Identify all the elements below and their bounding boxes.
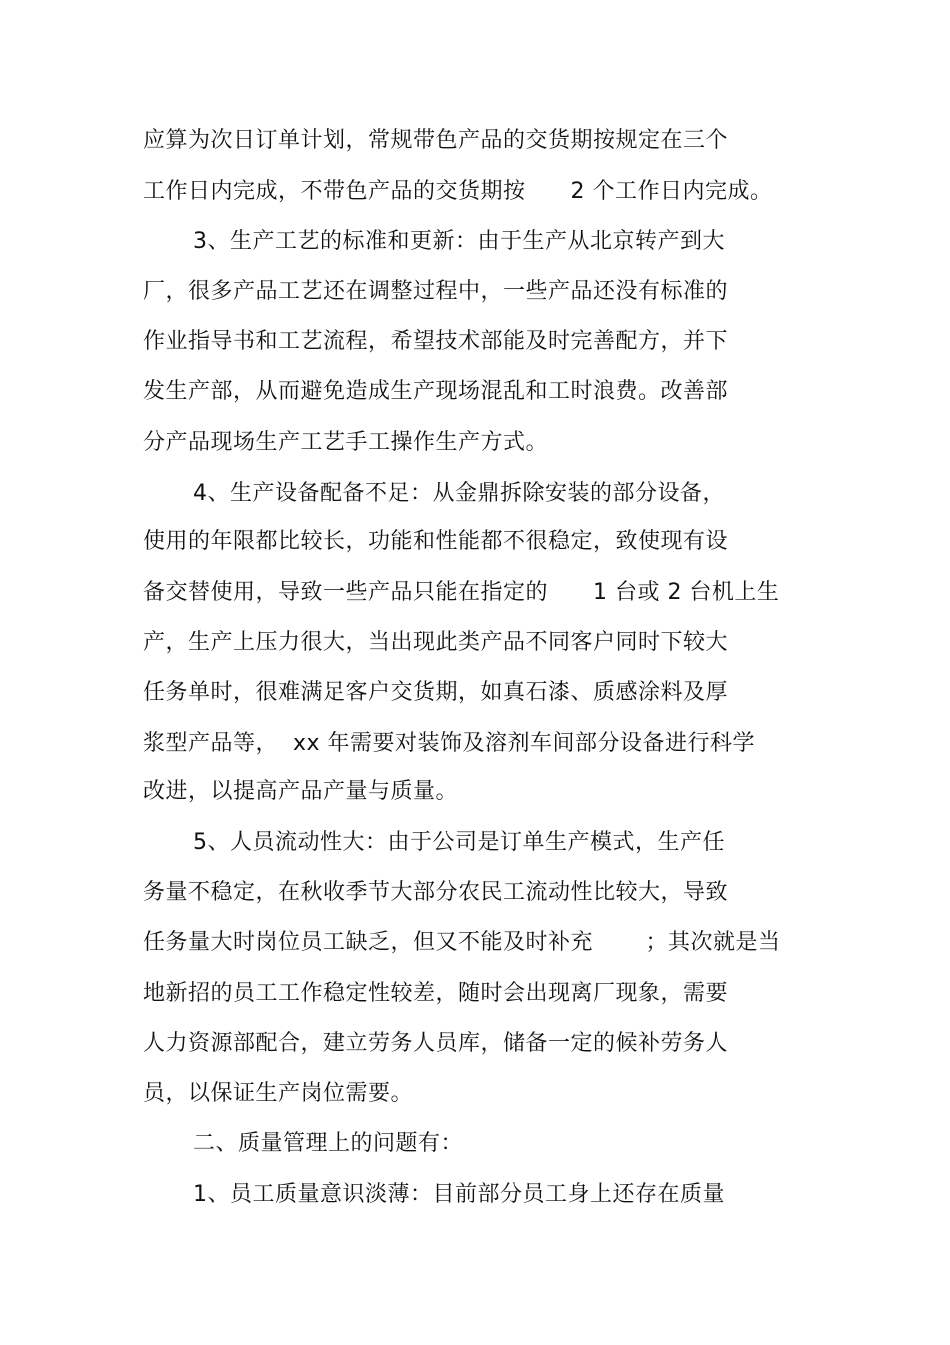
text-line-20: 员，以保证生产岗位需要。 bbox=[143, 1081, 414, 1106]
text-line-17: 任务量大时岗位员工缺乏，但又不能及时补充 ；其次就是当 bbox=[143, 930, 781, 955]
text-line-14: 改进，以提高产品产量与质量。 bbox=[143, 779, 459, 804]
text-line-5: 作业指导书和工艺流程，希望技术部能及时完善配方，并下 bbox=[143, 329, 729, 354]
text-line-18: 地新招的员工工作稳定性较差，随时会出现离厂现象，需要 bbox=[143, 981, 729, 1006]
text-line-4: 厂，很多产品工艺还在调整过程中，一些产品还没有标准的 bbox=[143, 279, 729, 304]
text-line-21: 二、质量管理上的问题有： bbox=[193, 1131, 464, 1156]
text-line-12: 任务单时，很难满足客户交货期，如真石漆、质感涂料及厚 bbox=[143, 680, 729, 705]
text-line-10: 备交替使用，导致一些产品只能在指定的 1 台或 2 台机上生 bbox=[143, 580, 780, 605]
text-line-2: 工作日内完成，不带色产品的交货期按 2 个工作日内完成。 bbox=[143, 179, 773, 204]
text-line-22: 1、员工质量意识淡薄：目前部分员工身上还存在质量 bbox=[193, 1182, 725, 1207]
text-line-6: 发生产部，从而避免造成生产现场混乱和工时浪费。改善部 bbox=[143, 379, 729, 404]
text-line-11: 产，生产上压力很大，当出现此类产品不同客户同时下较大 bbox=[143, 630, 729, 655]
text-line-15: 5、人员流动性大：由于公司是订单生产模式，生产任 bbox=[193, 830, 725, 855]
text-line-19: 人力资源部配合，建立劳务人员库，储备一定的候补劳务人 bbox=[143, 1031, 729, 1056]
text-line-9: 使用的年限都比较长，功能和性能都不很稳定，致使现有设 bbox=[143, 529, 729, 554]
text-line-3: 3、生产工艺的标准和更新：由于生产从北京转产到大 bbox=[193, 229, 725, 254]
text-line-16: 务量不稳定，在秋收季节大部分农民工流动性比较大，导致 bbox=[143, 880, 729, 905]
text-line-1: 应算为次日订单计划，常规带色产品的交货期按规定在三个 bbox=[143, 128, 729, 153]
text-line-13: 浆型产品等， xx 年需要对装饰及溶剂车间部分设备进行科学 bbox=[143, 731, 756, 756]
text-line-7: 分产品现场生产工艺手工操作生产方式。 bbox=[143, 430, 549, 455]
text-line-8: 4、生产设备配备不足：从金鼎拆除安装的部分设备， bbox=[193, 481, 725, 506]
